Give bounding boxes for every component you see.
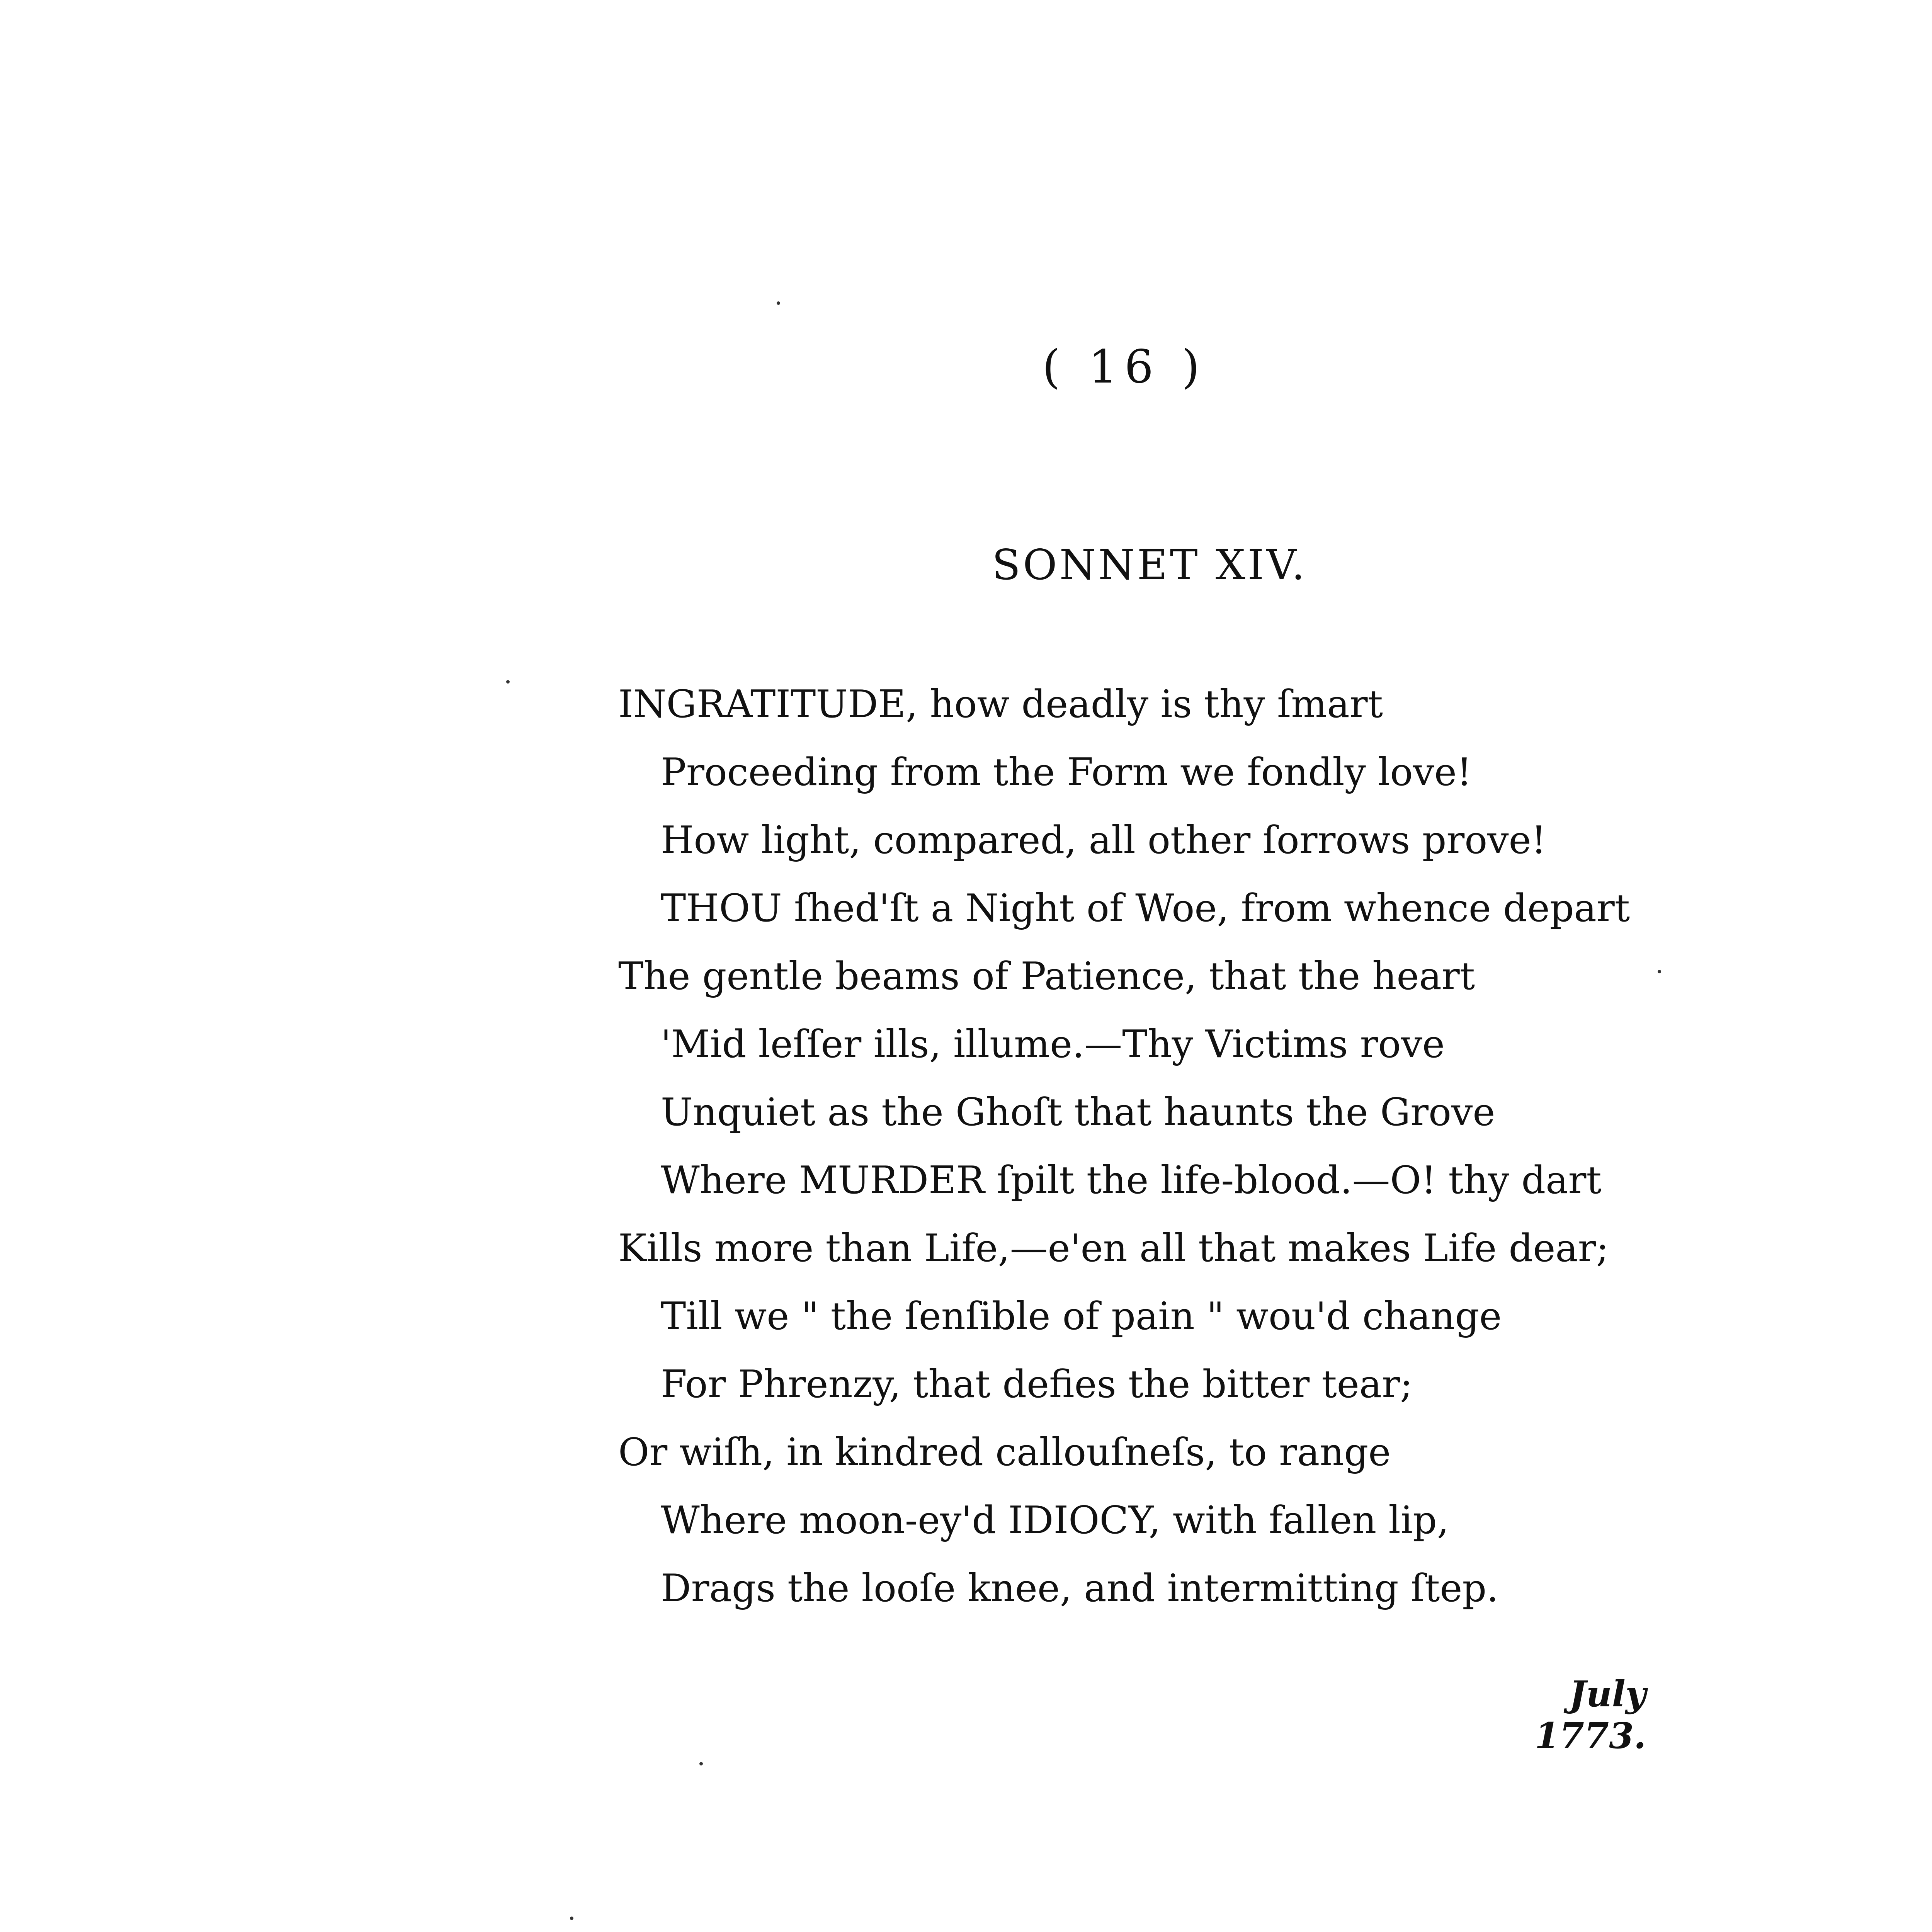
poem-line: How light, compared, all other ſorrows prove! [661,818,1546,862]
date-signature: July 1773. [1534,1673,1646,1757]
poem-line: Till we " the ſenſible of pain " wou'd change [661,1294,1502,1338]
poem-line: Kills more than Life,—e'en all that makes Life dear; [618,1226,1609,1270]
poem-line: Or wiſh, in kindred callouſneſs, to range [618,1430,1391,1475]
poem-body [618,670,1700,1622]
poem-line: Proceeding from the Form we fondly love! [661,750,1472,794]
scan-speck [699,1762,703,1765]
poem-line: Unquiet as the Ghoſt that haunts the Grove [661,1090,1495,1134]
poem-title: SONNET XIV. [992,541,1307,589]
poem-line: Where moon-ey'd IDIOCY, with fallen lip, [661,1498,1449,1543]
scan-speck [1658,970,1661,973]
poem-line: Drags the looſe knee, and intermitting ſtep. [661,1566,1499,1611]
poem-line: INGRATITUDE, how deadly is thy ſmart [618,682,1383,726]
poem-line: The gentle beams of Patience, that the heart [618,954,1475,998]
poem-line: Where MURDER ſpilt the life-blood.—O! thy dart [661,1158,1602,1202]
scan-speck [506,680,510,684]
poem-line: THOU ſhed'ſt a Night of Woe, from whence depart [661,886,1630,930]
scan-speck [777,301,780,305]
poem-line: For Phrenzy, that defies the bitter tear; [661,1362,1413,1406]
page-number: ( 16 ) [1042,340,1207,393]
poem-line: 'Mid leſſer ills, illume.—Thy Victims rove [661,1022,1445,1066]
scan-speck [570,1917,573,1920]
